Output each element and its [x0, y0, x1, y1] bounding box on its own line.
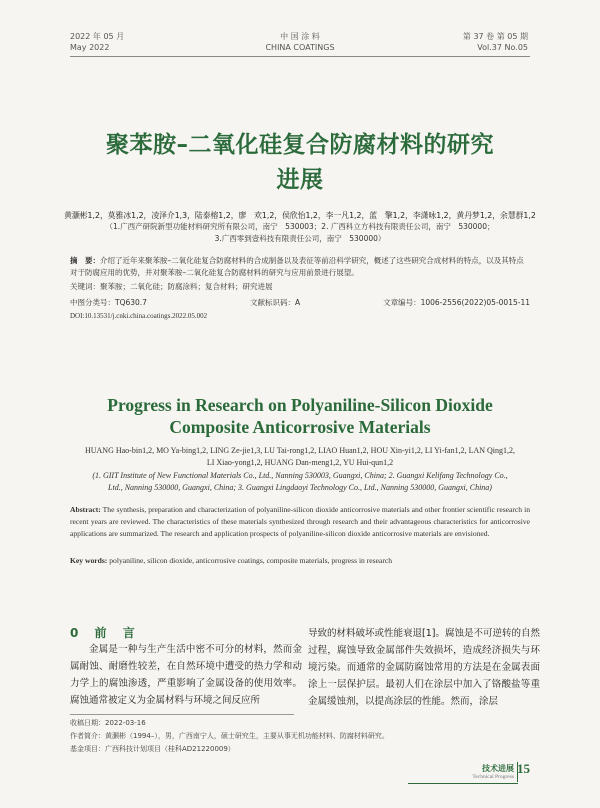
header-date-en: May 2022	[70, 43, 110, 52]
header-journal-cn: 中 国 涂 料	[280, 32, 320, 41]
cn-keywords-text: 聚苯胺；二氧化硅；防腐涂料；复合材料；研究进展	[100, 282, 273, 291]
header-divider	[70, 56, 530, 57]
en-affiliations	[60, 470, 540, 494]
en-title-line1: Progress in Research on Polyaniline-Silicon Dioxide	[107, 395, 493, 415]
en-keywords	[70, 555, 530, 567]
cn-affiliations	[60, 221, 540, 245]
cn-title	[40, 128, 560, 198]
en-title	[40, 394, 560, 438]
body-column-right: 导致的材料破坏或性能衰退[1]。腐蚀是不可逆转的自然过程，腐蚀导致金属部件失效损坏，造成经济损失与环境污染。而通常的金属防腐蚀常用的方法是在金属表面涂上一层保护层。最初人们在涂层中加入了铬酸盐等重金属缓蚀剂，以提高涂层的性能。然而，涂层	[308, 628, 540, 707]
en-abstract-text: The synthesis, preparation and characterization of polyaniline-silicon dioxide anticorrosive materials and other frontier scientific research in recent years are reviewed. The characteristics of these materials synthesized through research and their advantageous characteristics for anticorrosive applications are summarized. The research and application prospects of polyaniline-silicon dioxide anticorrosive materials are envisioned.	[70, 505, 530, 538]
footnote-fund: 基金项目：广西科技计划项目（桂科AD21220009）	[70, 745, 235, 753]
cn-abstract	[70, 255, 530, 279]
header-journal-en: CHINA COATINGS	[265, 43, 335, 52]
cn-authors: 黄灏彬1,2，莫雅冰1,2，凌泽介1,3，陆泰榕1,2，廖 欢1,2，侯欣怡1,2，李一凡1,2，蓝 擎1,2，李潇咏1,2，黄丹梦1,2，余慧群1,2	[64, 211, 536, 220]
doi: DOI:10.13531/j.cnki.china.coatings.2022.05.002	[70, 312, 208, 320]
en-title-line2: Composite Anticorrosive Materials	[169, 417, 431, 437]
footnote-author-bio: 作者简介：黄灏彬（1994–），男，广西南宁人，硕士研究生，主要从事无机功能材料、防腐材料研究。	[70, 732, 389, 740]
footnote-divider	[70, 714, 294, 715]
en-affil-line2: Ltd., Nanning 530000, Guangxi, China; 3. Guangxi Lingdaoyi Technology Co., Ltd., Nanning 530000, Guangxi, China)	[108, 483, 492, 492]
en-abstract-label: Abstract:	[70, 505, 101, 514]
header-volume-cn: 第 37 卷 第 05 期	[462, 32, 528, 41]
cn-affil-line2: 3.广西零到壹科技有限责任公司，南宁 530000）	[214, 234, 386, 243]
en-affil-line1: (1. GIIT Institute of New Functional Materials Co., Ltd., Nanning 530003, Guangxi, China; 2. Guangxi Kelifang Technology Co.,	[92, 471, 508, 480]
header-volume	[463, 31, 528, 53]
en-authors-line2: LI Xiao-yong1,2, HUANG Dan-meng1,2, YU Hui-qun1,2	[206, 458, 394, 467]
footer-section-label: 技术进展	[482, 764, 514, 773]
cn-abstract-label: 摘 要：	[70, 256, 100, 265]
en-authors-line1: HUANG Hao-bin1,2, MO Ya-bing1,2, LING Ze-jie1,3, LU Tai-rong1,2, LIAO Huan1,2, HOU Xin-yi1,2, LI Yi-fan1,2, LAN Qing1,2,	[84, 446, 516, 455]
section-heading-introduction: 0 前 言	[70, 626, 141, 640]
en-abstract	[70, 504, 530, 540]
en-keywords-text: polyaniline, silicon dioxide, anticorrosive coatings, composite materials, progress in research	[109, 556, 393, 565]
cn-article-number: 文章编号：1006-2556(2022)05-0015-11	[383, 298, 530, 307]
cn-abstract-text: 介绍了近年来聚苯胺–二氧化硅复合防腐材料的合成制备以及表征等前沿科学研究，概述了这些研究合成材料的特点，以及其特点对于防腐应用的优势，并对聚苯胺–二氧化硅复合防腐材料的研究与应用前景进行展望。	[70, 256, 524, 277]
cn-keywords	[70, 281, 530, 293]
cn-keywords-label: 关键词：	[70, 282, 100, 291]
footer-section-sub: Technical Progress	[472, 774, 514, 780]
page-number: 15	[517, 761, 530, 776]
header-date-cn: 2022 年 05 月	[70, 32, 125, 41]
footnote-received: 收稿日期：2022-03-16	[70, 719, 146, 727]
cn-clc-number: 中图分类号：TQ630.7	[70, 298, 147, 307]
cn-doc-code: 文献标识码：A	[250, 298, 301, 307]
footer-underline	[408, 783, 518, 784]
header-volume-en: Vol.37 No.05	[477, 43, 528, 52]
body-column-left: 金属是一种与生产生活中密不可分的材料，然而金属耐蚀、耐磨性较差，在自然环境中遭受的热力学和动力学上的腐蚀渗透，严重影响了金属设备的使用效率。腐蚀通常被定义为金属材料与环境之间反应所	[70, 644, 302, 706]
en-authors	[60, 445, 540, 469]
en-keywords-label: Key words:	[70, 556, 108, 565]
cn-title-line1: 聚苯胺–二氧化硅复合防腐材料的研究	[106, 132, 494, 158]
cn-affil-line1: （1.广西产研院新型功能材料研究所有限公司，南宁 530003；2. 广西科立方科技有限责任公司，南宁 530000；	[105, 222, 495, 231]
cn-title-line2: 进展	[276, 167, 324, 193]
